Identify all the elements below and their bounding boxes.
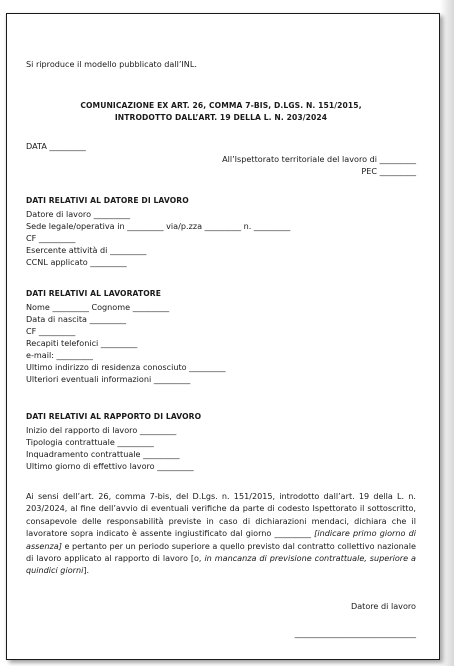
date-field: DATA _________ xyxy=(26,141,86,151)
field-ccnl: CCNL applicato _________ xyxy=(26,257,127,267)
field-tipologia: Tipologia contrattuale _________ xyxy=(26,437,154,447)
field-inizio: Inizio del rapporto di lavoro _________ xyxy=(26,425,177,435)
page-edge-shadow xyxy=(440,0,454,666)
ispettorato-field: All’Ispettorato territoriale del lavoro di _________ xyxy=(222,154,416,164)
title-line-1: COMUNICAZIONE EX ART. 26, COMMA 7-BIS, D.LGS. N. 151/2015, xyxy=(80,101,362,110)
signature-line: ______________________________ xyxy=(294,628,416,638)
pec-field: PEC _________ xyxy=(361,166,416,176)
declaration-italic-1: [indicare primo giorno di assenza] xyxy=(26,528,417,551)
section-heading-rapporto: DATI RELATIVI AL RAPPORTO DI LAVORO xyxy=(26,412,202,421)
field-datore: Datore di lavoro _________ xyxy=(26,209,131,219)
field-info: Ulteriori eventuali informazioni _________ xyxy=(26,374,191,384)
field-attivita: Esercente attività di _________ xyxy=(26,245,147,255)
field-data-nascita: Data di nascita _________ xyxy=(26,314,126,324)
section-lavoratore xyxy=(26,288,226,385)
declaration-text-3: ]. xyxy=(83,565,90,576)
declaration-italic-2: in mancanza di previsione contrattuale, superiore a quindici giorni xyxy=(26,553,416,576)
declaration-text-1: Ai sensi dell’art. 26, comma 7-bis, del D.Lgs. n. 151/2015, introdotto dall’art. 19 della L. n. 203/2024, al fine dell’avvio di eventuali verifiche da parte di codesto Ispettorato il sottoscritto, consapevole delle responsabilità previste in caso di dichiarazioni mendaci, dichiara che il lavoratore sopra indicato è assente ingiustificato dal giorno _________ xyxy=(26,491,416,539)
field-inquadramento: Inquadramento contrattuale _________ xyxy=(26,449,180,459)
document-frame xyxy=(6,13,440,660)
signature-label: Datore di lavoro xyxy=(350,601,416,611)
field-nome-cognome: Nome _________ Cognome _________ xyxy=(26,302,170,312)
declaration-paragraph xyxy=(26,490,416,577)
field-cf-datore: CF _________ xyxy=(26,233,76,243)
field-ultimo-giorno: Ultimo giorno di effettivo lavoro _________ xyxy=(26,461,194,471)
declaration-text-2: e pertanto per un periodo superiore a quello previsto dal contratto collettivo nazionale di lavoro applicato al rapporto di lavoro [o, xyxy=(26,540,416,564)
field-cf-lavoratore: CF _________ xyxy=(26,326,76,336)
intro-text: Si riproduce il modello pubblicato dall’INL. xyxy=(26,59,197,69)
section-rapporto xyxy=(26,411,201,472)
field-sede: Sede legale/operativa in _________ via/p.zza _________ n. _________ xyxy=(26,221,291,231)
section-heading-lavoratore: DATI RELATIVI AL LAVORATORE xyxy=(26,289,162,298)
section-datore xyxy=(26,195,290,268)
section-heading-datore: DATI RELATIVI AL DATORE DI LAVORO xyxy=(26,196,189,205)
field-indirizzo: Ultimo indirizzo di residenza conosciuto _________ xyxy=(26,362,226,372)
field-recapiti: Recapiti telefonici _________ xyxy=(26,338,138,348)
document-title xyxy=(26,100,416,124)
title-line-2: INTRODOTTO DALL’ART. 19 DELLA L. N. 203/2024 xyxy=(114,113,328,122)
field-email: e-mail: _________ xyxy=(26,350,93,360)
